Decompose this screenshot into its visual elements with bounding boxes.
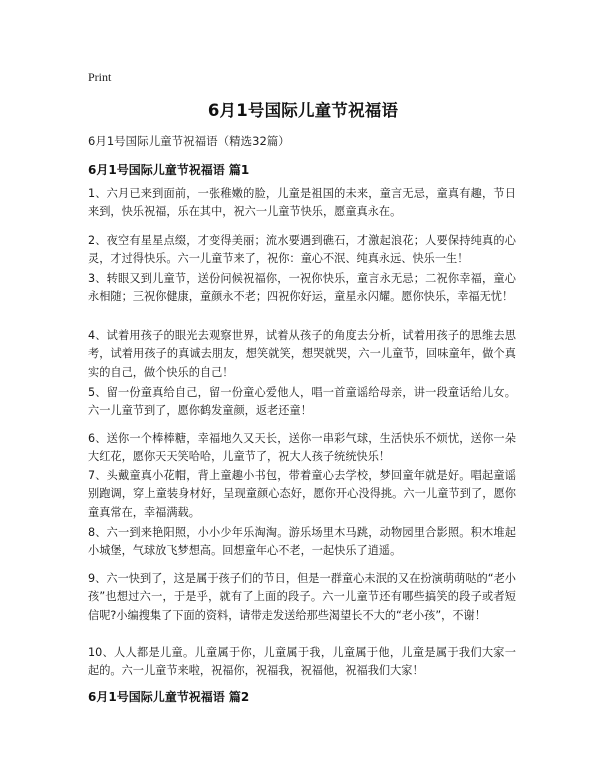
print-link[interactable]: Print — [88, 70, 112, 84]
paragraph-2: 2、夜空有星星点缀，才变得美丽；流水要遇到礁石，才激起浪花；人要保持纯真的心灵，才过得快乐。六一儿童节来了，祝你：童心不泯、纯真永远、快乐一生！ — [88, 234, 516, 266]
paragraph-5: 5、留一份童真给自己，留一份童心爱他人，唱一首童谣给母亲，讲一段童话给儿女。六一儿童节到了，愿你鹤发童颜，返老还童！ — [88, 386, 516, 418]
section-heading-2: 6月1号国际儿童节祝福语 篇2 — [88, 690, 250, 704]
section-heading-1: 6月1号国际儿童节祝福语 篇1 — [88, 163, 250, 177]
paragraph-3: 3、转眼又到儿童节，送份问候祝福你，一祝你快乐，童言永无忌；二祝你幸福，童心永相随；三祝你健康，童颜永不老；四祝你好运，童星永闪耀。愿你快乐，幸福无忧！ — [88, 272, 516, 304]
paragraph-9: 9、六一快到了，这是属于孩子们的节日，但是一群童心未泯的又在扮演萌萌哒的“老小孩”也想过六一，于是乎，就有了上面的段子。六一儿童节还有哪些搞笑的段子或者短信呢?小编搜集了下面的资料，请带走发送给那些渴望长不大的“老小孩”，不谢！ — [88, 572, 516, 622]
document-subtitle: 6月1号国际儿童节祝福语（精选32篇） — [88, 134, 290, 148]
paragraph-10: 10、人人都是儿童。儿童属于你，儿童属于我，儿童属于他，儿童是属于我们大家一起的。六一儿童节来啦，祝福你，祝福我，祝福他，祝福我们大家！ — [88, 646, 516, 678]
paragraph-4: 4、试着用孩子的眼光去观察世界，试着从孩子的角度去分析，试着用孩子的思维去思考，试着用孩子的真诚去朋友，想笑就笑，想哭就哭，六一儿童节，回味童年，做个真实的自己，做个快乐的自己！ — [88, 329, 516, 379]
paragraph-1: 1、六月已来到面前，一张稚嫩的脸，儿童是祖国的未来，童言无忌，童真有趣，节日来到，快乐祝福，乐在其中，祝六一儿童节快乐，愿童真永在。 — [88, 187, 516, 219]
paragraph-6: 6、送你一个棒棒糖，幸福地久又天长，送你一串彩气球，生活快乐不烦忧，送你一朵大红花，愿你天天笑哈哈，儿童节了，祝大人孩子统统快乐！ — [88, 432, 516, 464]
paragraph-8: 8、六一到来艳阳照，小小少年乐淘淘。游乐场里木马跳，动物园里合影照。积木堆起小城堡，气球放飞梦想高。回想童年心不老，一起快乐了逍遥。 — [88, 526, 516, 558]
paragraph-7: 7、头戴童真小花帽，背上童趣小书包，带着童心去学校，梦回童年就是好。唱起童谣别跑调，穿上童装身材好，呈现童颜心态好，愿你开心没得挑。六一儿童节到了，愿你童真常在，幸福满载。 — [88, 469, 516, 519]
document-title: 6月1号国际儿童节祝福语 — [207, 101, 399, 120]
